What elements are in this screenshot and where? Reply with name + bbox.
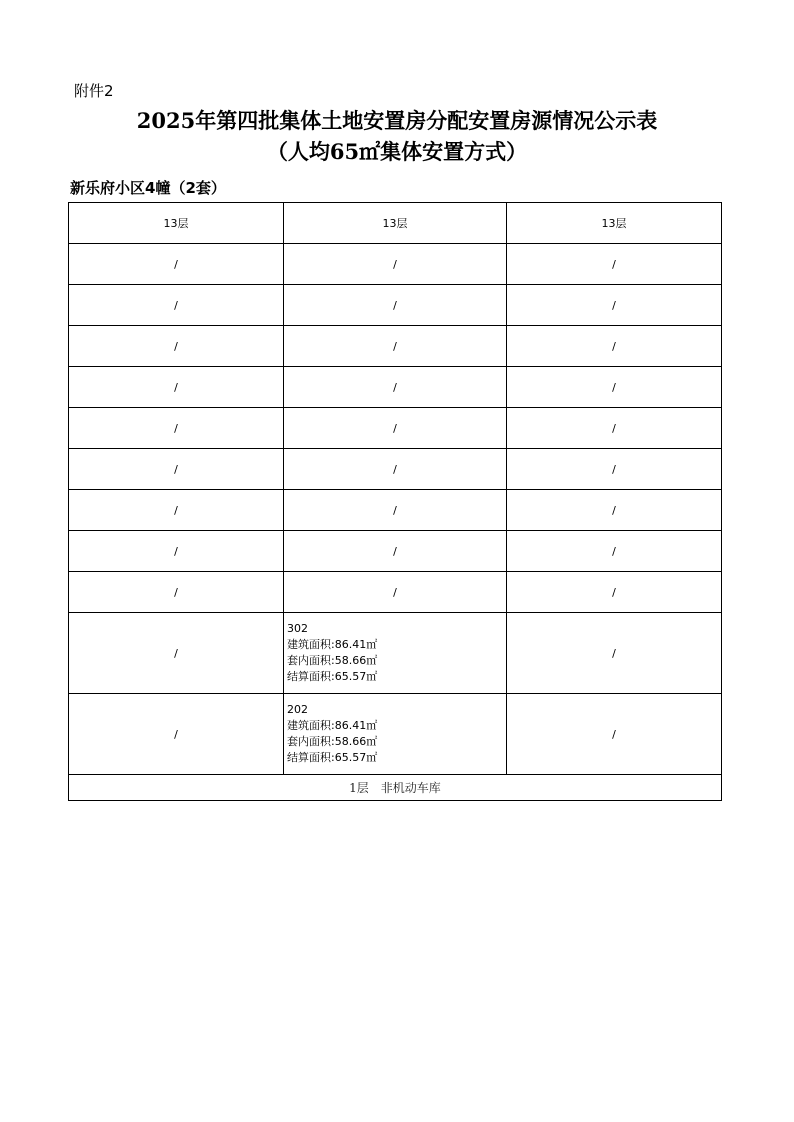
table-cell: / [69, 285, 284, 326]
table-cell: / [284, 367, 507, 408]
table-row [69, 285, 722, 326]
table-cell: / [507, 531, 722, 572]
page-title: 2025年第四批集体土地安置房分配安置房源情况公示表 [136, 108, 658, 133]
table-cell: / [507, 613, 722, 694]
table-cell: / [507, 326, 722, 367]
table-cell: / [507, 490, 722, 531]
table-row [69, 572, 722, 613]
table-cell: / [507, 449, 722, 490]
floor-header: 13层 [69, 203, 284, 244]
building-label: 新乐府小区4幢（2套） [70, 179, 226, 197]
unit-cell [284, 694, 507, 775]
table-cell: / [69, 326, 284, 367]
table-cell: / [507, 694, 722, 775]
table-cell: / [507, 244, 722, 285]
table-cell: / [69, 531, 284, 572]
table-cell: / [284, 326, 507, 367]
attachment-label: 附件2 [74, 82, 114, 100]
table-cell: / [69, 572, 284, 613]
table-cell: / [284, 531, 507, 572]
table-cell: / [507, 367, 722, 408]
table-cell: / [507, 285, 722, 326]
unit-cell [284, 613, 507, 694]
header-row [69, 203, 722, 244]
table-cell: / [284, 572, 507, 613]
building-area: 建筑面积:86.41㎡ [287, 719, 378, 732]
page-subtitle: （人均65㎡集体安置方式） [266, 139, 528, 164]
table-row [69, 326, 722, 367]
unit-row [69, 694, 722, 775]
table-row [69, 490, 722, 531]
table-cell: / [507, 408, 722, 449]
ground-floor-label: 1层 非机动车库 [69, 775, 722, 801]
building-area: 建筑面积:86.41㎡ [287, 638, 378, 651]
table-cell: / [507, 572, 722, 613]
floor-header: 13层 [507, 203, 722, 244]
table-cell: / [284, 285, 507, 326]
table-row [69, 367, 722, 408]
table-row [69, 408, 722, 449]
table-row [69, 531, 722, 572]
settlement-area: 结算面积:65.57㎡ [287, 751, 378, 764]
room-number: 202 [287, 703, 308, 716]
floor-header: 13层 [284, 203, 507, 244]
unit-row [69, 613, 722, 694]
table-row [69, 449, 722, 490]
table-cell: / [69, 694, 284, 775]
table-cell: / [284, 408, 507, 449]
table-cell: / [284, 449, 507, 490]
room-number: 302 [287, 622, 308, 635]
footer-row [69, 775, 722, 801]
housing-table [68, 202, 722, 801]
table-row [69, 244, 722, 285]
table-cell: / [284, 490, 507, 531]
table-cell: / [69, 244, 284, 285]
table-cell: / [69, 490, 284, 531]
inner-area: 套内面积:58.66㎡ [287, 654, 378, 667]
settlement-area: 结算面积:65.57㎡ [287, 670, 378, 683]
table-cell: / [284, 244, 507, 285]
table-cell: / [69, 408, 284, 449]
table-cell: / [69, 449, 284, 490]
table-cell: / [69, 613, 284, 694]
inner-area: 套内面积:58.66㎡ [287, 735, 378, 748]
table-cell: / [69, 367, 284, 408]
